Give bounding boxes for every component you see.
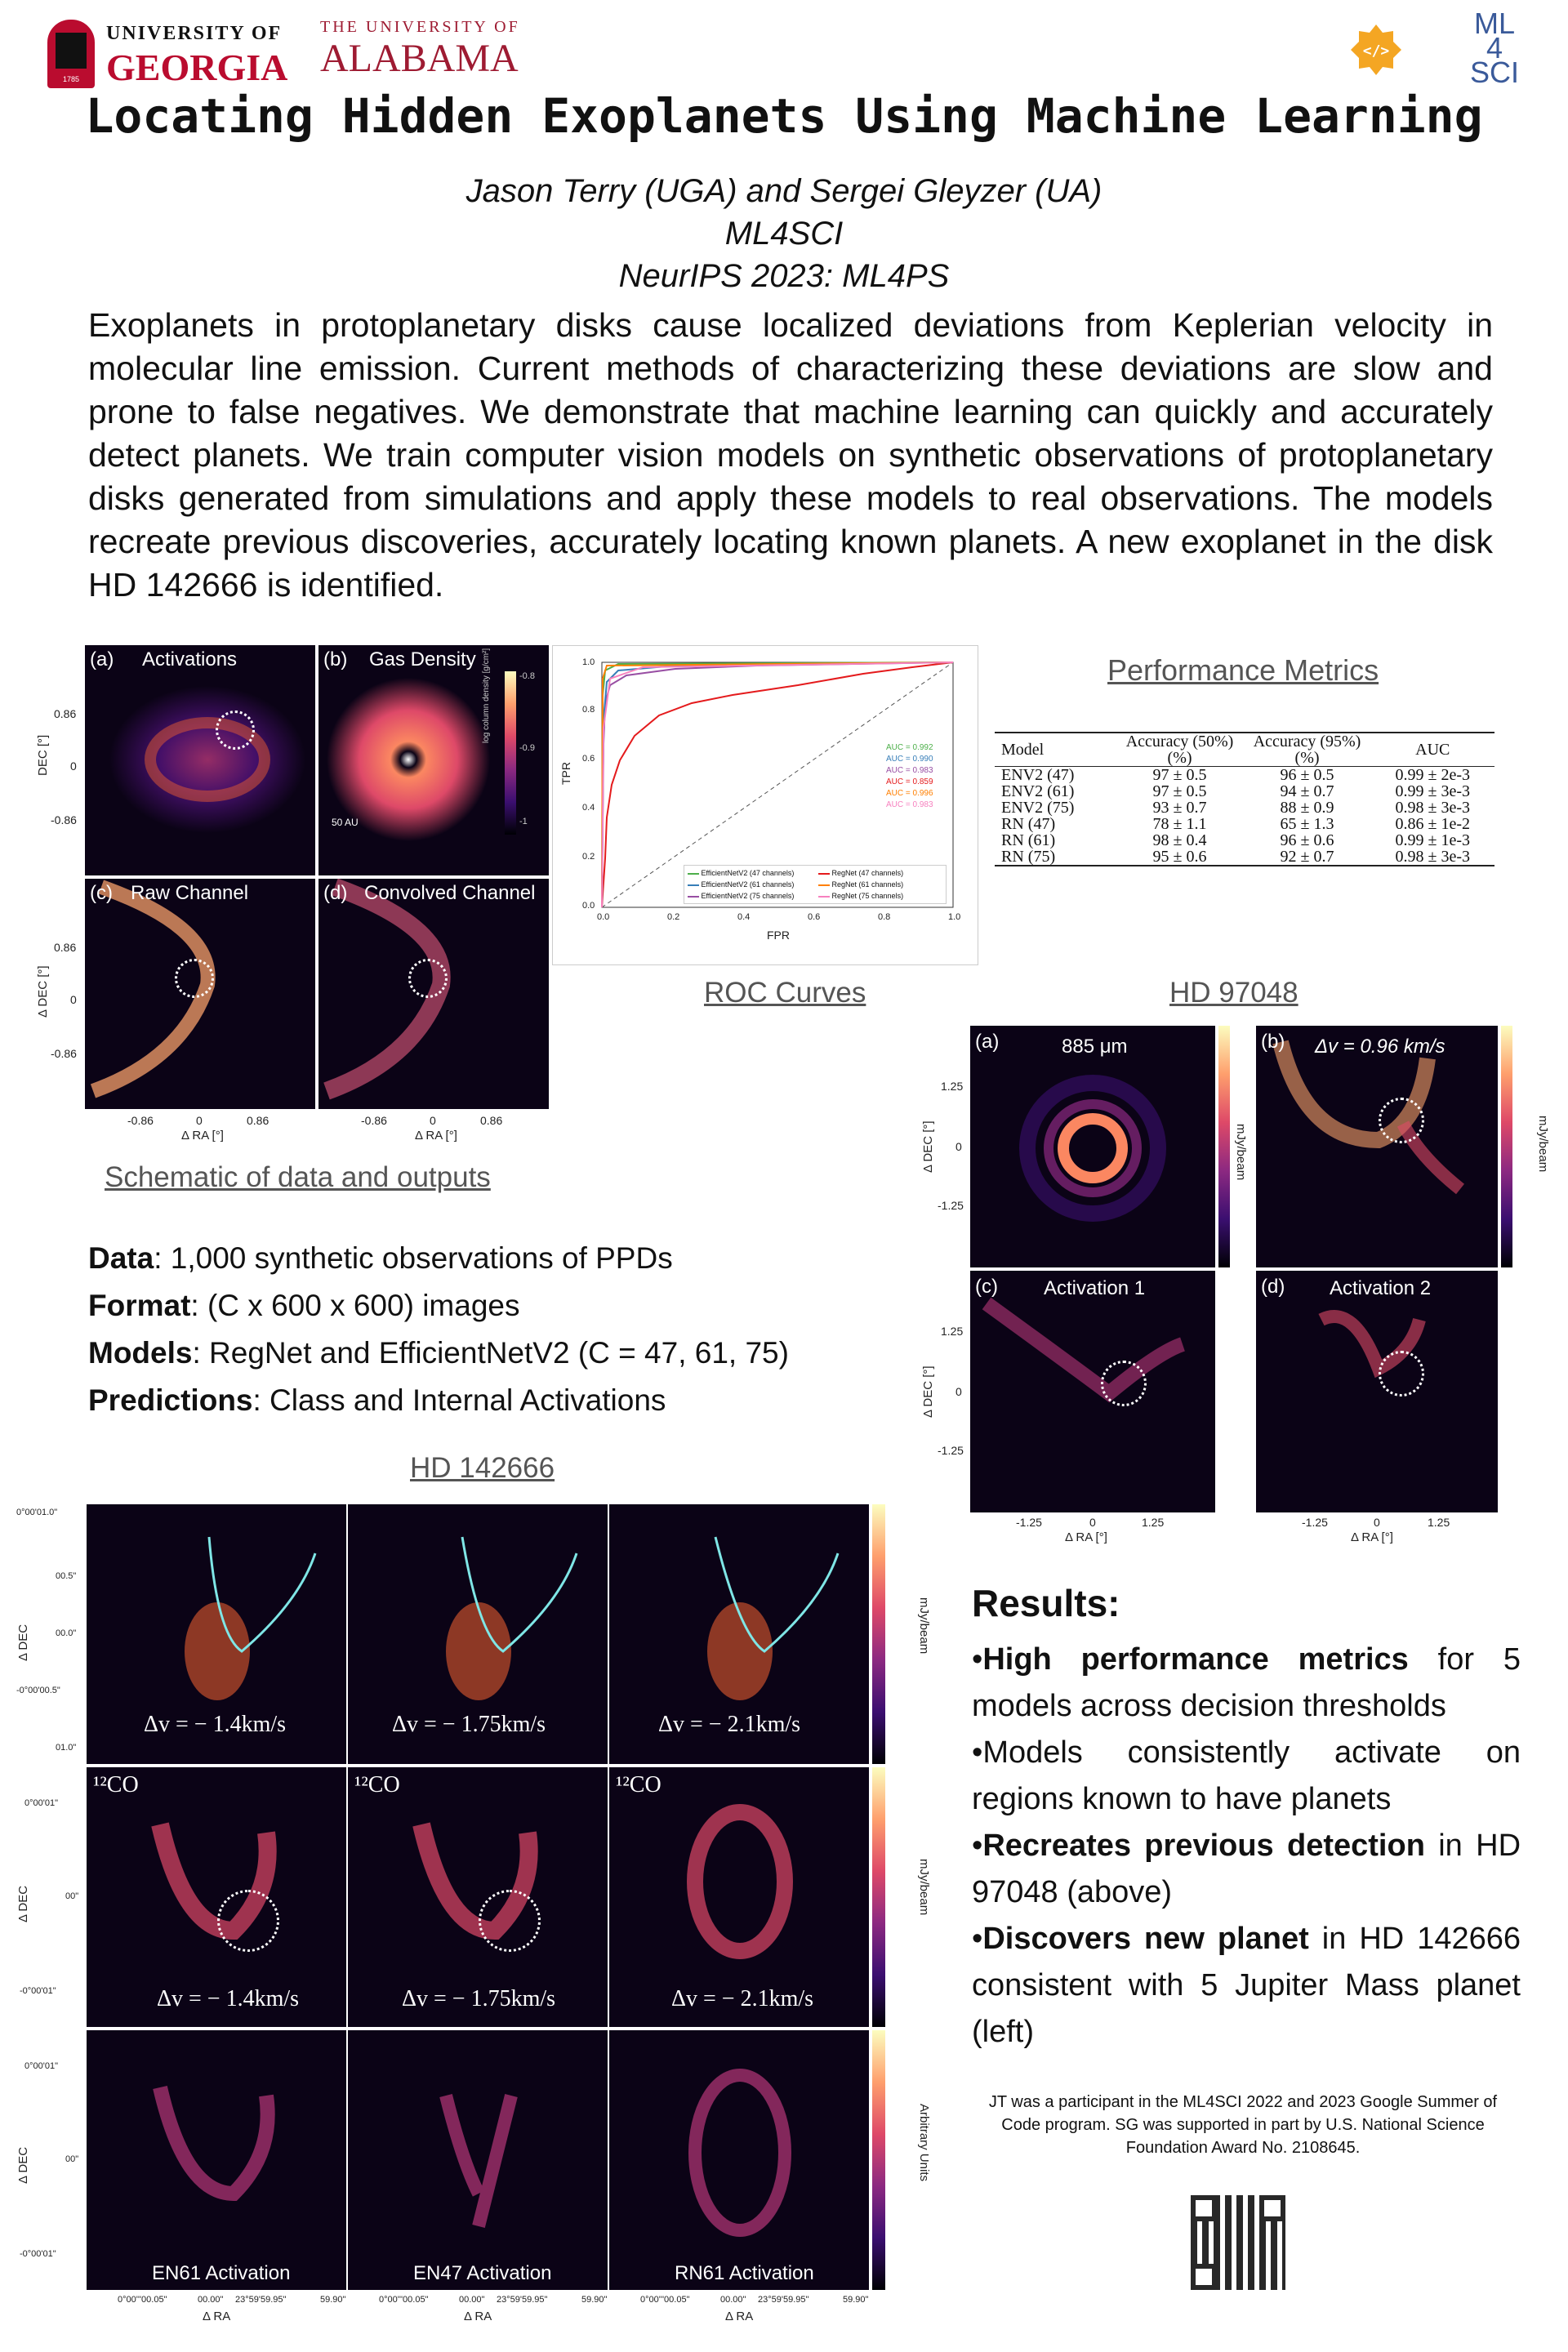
gas-cbar-tick: -1 xyxy=(519,817,528,826)
y-tick: 1.25 xyxy=(941,1080,964,1093)
planet-ring xyxy=(408,959,448,998)
qr-code-icon xyxy=(1191,2195,1285,2290)
scale-bar-label: 50 AU xyxy=(332,817,359,828)
uga-year: 1785 xyxy=(62,75,80,83)
x-tick: 0 xyxy=(196,1114,203,1127)
info-value: : (C x 600 x 600) images xyxy=(190,1289,520,1322)
result-text: Models consistently activate on regions known to have planets xyxy=(972,1735,1521,1816)
planet-ring xyxy=(217,1890,279,1952)
colorbar-a xyxy=(1218,1026,1230,1267)
cell: 95 ± 0.6 xyxy=(1152,848,1207,866)
metrics-table xyxy=(995,732,1494,866)
info-value: : 1,000 synthetic observations of PPDs xyxy=(154,1241,673,1275)
co-label: ¹²CO xyxy=(354,1772,400,1797)
roc-ytick: 0.6 xyxy=(582,754,595,764)
cell: 97 ± 0.5 xyxy=(1152,782,1207,800)
y-tick: -0°00'01" xyxy=(20,2249,56,2259)
auc-label: AUC = 0.996 xyxy=(886,789,933,798)
panel-c-label: (c) xyxy=(90,882,113,904)
results-heading: Results: xyxy=(972,1582,1120,1624)
info-value: : RegNet and EfficientNetV2 (C = 47, 61, 75) xyxy=(192,1336,789,1370)
y-axis-label: Δ DEC xyxy=(16,1885,30,1922)
x-axis-label: Δ RA [°] xyxy=(1065,1530,1107,1544)
cell: 92 ± 0.7 xyxy=(1280,848,1334,866)
y-tick: -1.25 xyxy=(938,1199,964,1212)
info-line xyxy=(88,1282,789,1330)
metrics-table-wrap xyxy=(995,732,1494,866)
result-item: •Discovers new planet in HD 142666 consistent with 5 Jupiter Mass planet (left) xyxy=(972,1922,1521,2049)
abstract: Exoplanets in protoplanetary disks cause localized deviations from Keplerian velocity in molecular line emission. Current methods of characterizing these deviations are slow and prone to false negatives. We demonstrate that machine learning can quickly and accurately detect planets. We train computer vision models on synthetic observations of protoplanetary disks generated from simulations and apply these models to real observations. The models recreate previous discoveries, accurately locating known planets. A new exoplanet in the disk HD 142666 is identified. xyxy=(88,306,1493,604)
authors: Jason Terry (UGA) and Sergei Gleyzer (UA) xyxy=(466,173,1102,209)
planet-ring xyxy=(479,1890,541,1952)
gas-cbar-tick: -0.9 xyxy=(519,743,535,753)
col-header: Accuracy (50%) (%) xyxy=(1125,733,1234,767)
cell: 88 ± 0.9 xyxy=(1280,799,1334,817)
col-header: Accuracy (95%) (%) xyxy=(1253,733,1361,767)
table-row xyxy=(995,832,1494,849)
cell: 0.99 ± 2e-3 xyxy=(1395,766,1471,784)
table-row xyxy=(995,767,1494,784)
result-item: •High performance metrics for 5 models across decision thresholds xyxy=(972,1642,1521,1723)
y-axis-label: Δ DEC [°] xyxy=(921,1365,935,1418)
y-axis-label: DEC [°] xyxy=(36,734,50,776)
hd142666-r3c2 xyxy=(348,2030,608,2290)
roc-xtick: 0.8 xyxy=(878,912,891,922)
gas-cbar-label: log column density [g/cm²] xyxy=(482,648,491,743)
hd142666-r3c1 xyxy=(87,2030,346,2290)
legend-entry: EfficientNetV2 (75 channels) xyxy=(701,892,795,900)
y-tick: 1.25 xyxy=(941,1325,964,1338)
x-tick: 00.00" xyxy=(459,2295,485,2305)
x-tick: 59.90" xyxy=(581,2295,608,2305)
legend-entry: RegNet (61 channels) xyxy=(831,880,904,889)
cell: ENV2 (75) xyxy=(1001,799,1075,817)
cbar-label: mJy/beam xyxy=(1234,1124,1248,1181)
result-bold: Recreates previous detection xyxy=(982,1829,1425,1863)
y-tick: 0 xyxy=(956,1140,962,1153)
table-row xyxy=(995,816,1494,832)
cell: RN (61) xyxy=(1001,831,1056,849)
venue: NeurIPS 2023: ML4PS xyxy=(618,258,950,294)
ml4sci-line1: ML xyxy=(1473,7,1515,40)
planet-ring xyxy=(175,959,214,998)
panel-label: (a) xyxy=(975,1031,1000,1053)
hd142666-r1c3 xyxy=(609,1504,869,1764)
roc-xtick: 0.4 xyxy=(737,912,751,922)
info-line xyxy=(88,1330,789,1377)
acknowledgment: JT was a participant in the ML4SCI 2022 and 2023 Google Summer of Code program. SG was supported in part by U.S. National Science Foundation Award No. 2108645. xyxy=(988,2093,1498,2157)
col-header: AUC xyxy=(1415,741,1450,759)
x-tick: 0.86 xyxy=(247,1114,270,1127)
planet-ring xyxy=(1379,1098,1424,1143)
cell: 0.99 ± 3e-3 xyxy=(1395,782,1471,800)
info-line xyxy=(88,1377,789,1424)
planet-ring xyxy=(1379,1351,1424,1396)
x-tick: 23°59'59.95" xyxy=(497,2295,548,2305)
cell: ENV2 (61) xyxy=(1001,782,1075,800)
ml4sci-line2: 4 xyxy=(1486,31,1503,65)
x-axis-label: Δ RA xyxy=(464,2310,492,2323)
info-key: Data xyxy=(88,1241,154,1275)
info-key: Models xyxy=(88,1336,193,1370)
y-tick: 0 xyxy=(956,1385,962,1398)
y-tick: -1.25 xyxy=(938,1444,964,1457)
x-axis-label: Δ RA xyxy=(203,2310,231,2323)
auc-label: AUC = 0.983 xyxy=(886,800,933,809)
roc-xtick: 0.0 xyxy=(597,912,610,922)
hd97048-figure xyxy=(905,1026,1558,1548)
y-tick: -0.86 xyxy=(51,813,77,826)
x-tick: 00.00" xyxy=(198,2295,224,2305)
info-key: Format xyxy=(88,1289,191,1322)
cell: 94 ± 0.7 xyxy=(1280,782,1334,800)
y-tick: 00" xyxy=(65,2154,79,2164)
col-header: Model xyxy=(1001,741,1045,759)
x-tick: 0°00'''00.05" xyxy=(118,2295,167,2305)
x-tick: 1.25 xyxy=(1142,1516,1165,1529)
x-tick: -0.86 xyxy=(127,1114,154,1127)
table-row xyxy=(995,800,1494,816)
info-key: Predictions xyxy=(88,1383,253,1417)
svg-text:</>: </> xyxy=(1362,42,1390,60)
results-list xyxy=(972,1637,1521,2056)
colorbar-row3 xyxy=(872,2030,885,2290)
roc-ytick: 0.2 xyxy=(582,852,595,862)
velocity-label: Δv = − 1.4km/s xyxy=(157,1986,300,2011)
legend-entry: EfficientNetV2 (47 channels) xyxy=(701,869,795,877)
y-tick: 0°00'01" xyxy=(24,1798,58,1808)
panel-gas-density xyxy=(318,645,549,875)
hd97048-caption: HD 97048 xyxy=(1169,977,1298,1009)
result-bold: High performance metrics xyxy=(982,1642,1409,1677)
result-text: in HD 97048 (above) xyxy=(972,1829,1521,1909)
activation-label: EN47 Activation xyxy=(413,2262,552,2284)
uga-line2: GEORGIA xyxy=(106,47,288,88)
roc-auc-labels xyxy=(886,742,933,811)
x-tick: 0.86 xyxy=(480,1114,503,1127)
poster-title: Locating Hidden Exoplanets Using Machine Learning xyxy=(85,88,1483,144)
hd142666-r1c1 xyxy=(87,1504,346,1764)
ml4sci-logo xyxy=(1462,7,1527,89)
panel-title: 885 μm xyxy=(1062,1036,1128,1058)
x-tick: 23°59'59.95" xyxy=(758,2295,809,2305)
legend-entry: RegNet (75 channels) xyxy=(831,892,904,900)
gas-colorbar xyxy=(505,671,516,835)
affiliation: ML4SCI xyxy=(724,216,844,252)
x-axis-label: Δ RA [°] xyxy=(415,1129,457,1143)
colorbar-row2 xyxy=(872,1767,885,2027)
x-tick: 0 xyxy=(1374,1516,1380,1529)
co-label: ¹²CO xyxy=(616,1772,662,1797)
hd142666-r2c1 xyxy=(87,1767,346,2027)
x-tick: 1.25 xyxy=(1428,1516,1450,1529)
x-tick: -0.86 xyxy=(361,1114,387,1127)
legend-entry: EfficientNetV2 (61 channels) xyxy=(701,880,795,889)
ua-line2: ALABAMA xyxy=(320,37,519,80)
hd97048-panel-c xyxy=(970,1271,1215,1512)
auc-label: AUC = 0.983 xyxy=(886,766,933,775)
x-tick: 23°59'59.95" xyxy=(235,2295,287,2305)
x-axis-label: Δ RA [°] xyxy=(181,1129,224,1143)
cell: 97 ± 0.5 xyxy=(1152,766,1207,784)
info-value: : Class and Internal Activations xyxy=(252,1383,666,1417)
colorbar-row1 xyxy=(872,1504,885,1764)
result-item: •Recreates previous detection in HD 97048 (above) xyxy=(972,1829,1521,1909)
cell: 65 ± 1.3 xyxy=(1280,815,1334,833)
activation-label: RN61 Activation xyxy=(675,2262,814,2284)
result-text: in HD 142666 consistent with 5 Jupiter Mass planet (left) xyxy=(972,1922,1521,2049)
hd97048-panel-b xyxy=(1256,1026,1498,1267)
schematic-figure xyxy=(36,645,564,1152)
uga-logo xyxy=(47,18,292,93)
y-tick: 00.5" xyxy=(56,1571,77,1581)
y-tick: 0°00'01" xyxy=(24,2061,58,2071)
author-block xyxy=(0,170,1568,297)
velocity-label: Δv = − 2.1km/s xyxy=(658,1712,801,1737)
panel-activations xyxy=(85,645,315,875)
result-text: for 5 models across decision thresholds xyxy=(972,1642,1521,1723)
table-row xyxy=(995,783,1494,800)
panel-a-title: Activations xyxy=(142,648,238,670)
cell: 96 ± 0.5 xyxy=(1280,766,1334,784)
result-item: •Models consistently activate on regions known to have planets xyxy=(972,1735,1521,1816)
auc-label: AUC = 0.859 xyxy=(886,777,933,786)
roc-ytick: 0.8 xyxy=(582,705,595,715)
auc-label: AUC = 0.990 xyxy=(886,755,933,764)
panel-title: Δv = 0.96 km/s xyxy=(1315,1036,1446,1058)
activation-label: EN61 Activation xyxy=(152,2262,291,2284)
panel-label: (b) xyxy=(1261,1031,1285,1053)
y-tick: 01.0" xyxy=(56,1743,77,1753)
roc-caption: ROC Curves xyxy=(704,977,866,1009)
x-axis-label: Δ RA [°] xyxy=(1351,1530,1393,1544)
cell: RN (75) xyxy=(1001,848,1056,866)
x-tick: -1.25 xyxy=(1016,1516,1042,1529)
y-tick: -0°00'01" xyxy=(20,1986,56,1996)
panel-b-label: (b) xyxy=(323,648,348,670)
cell: 78 ± 1.1 xyxy=(1152,815,1207,833)
cell: 96 ± 0.6 xyxy=(1280,831,1334,849)
y-axis-label: Δ DEC xyxy=(16,2146,30,2184)
x-tick: 0 xyxy=(1089,1516,1096,1529)
gas-cbar-tick: -0.8 xyxy=(519,671,535,681)
cell: 0.98 ± 3e-3 xyxy=(1395,848,1471,866)
schematic-caption: Schematic of data and outputs xyxy=(105,1161,491,1193)
velocity-label: Δv = − 2.1km/s xyxy=(671,1986,814,2011)
cbar-label: Arbitrary Units xyxy=(917,2104,931,2182)
x-tick: 0°00'''00.05" xyxy=(379,2295,429,2305)
roc-xtick: 0.2 xyxy=(667,912,680,922)
hd142666-figure xyxy=(16,1499,956,2349)
ml4sci-line3: SCI xyxy=(1469,56,1519,89)
colorbar-b xyxy=(1501,1026,1512,1267)
metrics-heading: Performance Metrics xyxy=(1107,653,1379,687)
cbar-label: mJy/beam xyxy=(1536,1116,1550,1173)
y-tick: 0 xyxy=(70,993,77,1006)
roc-ytick: 1.0 xyxy=(582,657,595,667)
roc-ytick: 0.0 xyxy=(582,901,595,911)
hd142666-r3c3 xyxy=(609,2030,869,2290)
cbar-label: mJy/beam xyxy=(917,1859,931,1916)
cell: 0.99 ± 1e-3 xyxy=(1395,831,1471,849)
ua-line1: THE UNIVERSITY OF xyxy=(320,18,520,36)
data-summary xyxy=(88,1235,789,1424)
roc-xtick: 0.6 xyxy=(808,912,821,922)
y-tick: 0°00'01.0" xyxy=(16,1508,58,1517)
panel-convolved-channel xyxy=(318,879,549,1109)
panel-a-label: (a) xyxy=(90,648,114,670)
cell: ENV2 (47) xyxy=(1001,766,1075,784)
table-row xyxy=(995,849,1494,866)
cell: RN (47) xyxy=(1001,815,1056,833)
cell: 0.98 ± 3e-3 xyxy=(1395,799,1471,817)
roc-xtick: 1.0 xyxy=(948,912,961,922)
result-bold: Discovers new planet xyxy=(982,1922,1309,1956)
y-tick: 0.86 xyxy=(54,707,77,720)
panel-d-label: (d) xyxy=(323,882,348,904)
roc-ytick: 0.4 xyxy=(582,803,595,813)
x-tick: 0°00'''00.05" xyxy=(640,2295,690,2305)
panel-label: (d) xyxy=(1261,1276,1285,1298)
y-tick: 0 xyxy=(70,760,77,773)
panel-label: (c) xyxy=(975,1276,998,1298)
cell: 93 ± 0.7 xyxy=(1152,799,1207,817)
x-axis-label: Δ RA xyxy=(725,2310,754,2323)
legend-entry: RegNet (47 channels) xyxy=(831,869,904,877)
roc-legend xyxy=(684,865,947,904)
panel-raw-channel xyxy=(85,879,315,1109)
hd97048-panel-d xyxy=(1256,1271,1498,1512)
panel-d-title: Convolved Channel xyxy=(364,882,536,904)
y-tick: -0.86 xyxy=(51,1047,77,1060)
panel-c-title: Raw Channel xyxy=(131,882,249,904)
co-label: ¹²CO xyxy=(93,1772,139,1797)
info-line xyxy=(88,1235,789,1282)
velocity-label: Δv = − 1.4km/s xyxy=(144,1712,287,1737)
y-tick: 00.0" xyxy=(56,1628,77,1638)
panel-b-title: Gas Density xyxy=(369,648,476,670)
gsoc-logo-icon xyxy=(1349,23,1403,77)
x-tick: 00.00" xyxy=(720,2295,746,2305)
roc-xlabel: FPR xyxy=(767,929,790,942)
y-tick: 00" xyxy=(65,1891,79,1901)
roc-ylabel: TPR xyxy=(559,762,572,785)
panel-title: Activation 2 xyxy=(1330,1277,1432,1299)
hd142666-r2c3 xyxy=(609,1767,869,2027)
y-axis-label: Δ DEC [°] xyxy=(921,1120,935,1173)
y-axis-label: Δ DEC [°] xyxy=(36,965,50,1018)
x-tick: -1.25 xyxy=(1302,1516,1328,1529)
roc-figure xyxy=(552,645,978,965)
uga-arch-icon xyxy=(47,20,95,88)
cell: 0.86 ± 1e-2 xyxy=(1395,815,1471,833)
x-tick: 0 xyxy=(430,1114,436,1127)
cell: 98 ± 0.4 xyxy=(1152,831,1207,849)
planet-ring xyxy=(216,710,255,750)
auc-label: AUC = 0.992 xyxy=(886,743,933,752)
hd142666-r1c2 xyxy=(348,1504,608,1764)
y-tick: -0°00'00.5" xyxy=(16,1686,60,1695)
uga-line1: UNIVERSITY OF xyxy=(106,23,283,44)
planet-ring xyxy=(1101,1361,1147,1406)
velocity-label: Δv = − 1.75km/s xyxy=(402,1986,556,2011)
y-tick: 0.86 xyxy=(54,941,77,954)
hd142666-r2c2 xyxy=(348,1767,608,2027)
x-tick: 59.90" xyxy=(320,2295,346,2305)
panel-title: Activation 1 xyxy=(1044,1277,1146,1299)
ua-logo xyxy=(320,18,549,93)
x-tick: 59.90" xyxy=(843,2295,869,2305)
hd142666-caption: HD 142666 xyxy=(410,1452,555,1484)
velocity-label: Δv = − 1.75km/s xyxy=(392,1712,546,1737)
hd97048-panel-a xyxy=(970,1026,1215,1267)
y-axis-label: Δ DEC xyxy=(16,1624,30,1661)
cbar-label: mJy/beam xyxy=(917,1597,931,1655)
